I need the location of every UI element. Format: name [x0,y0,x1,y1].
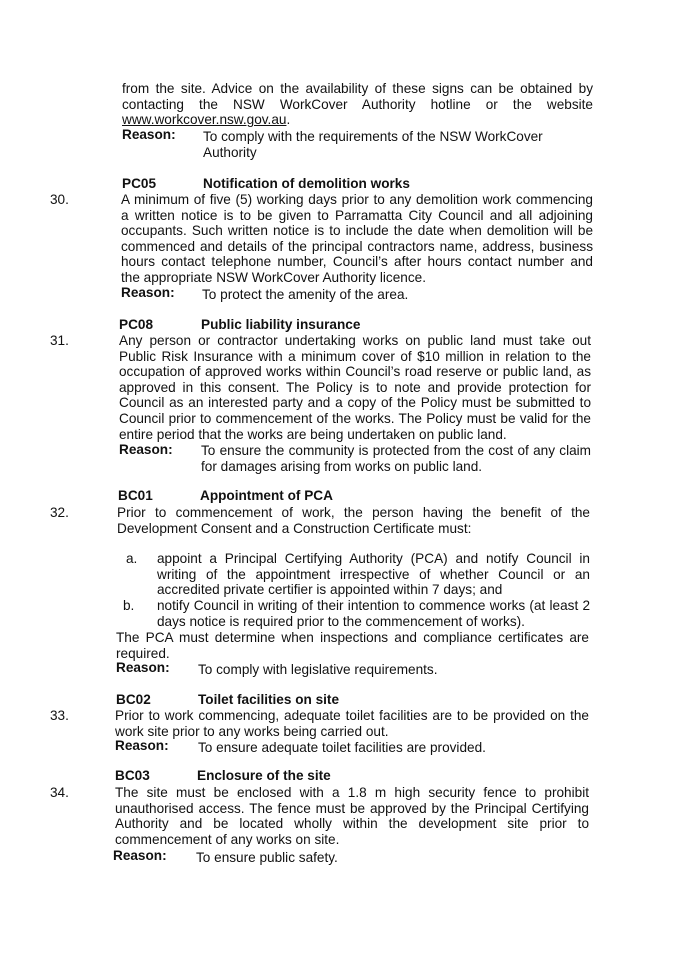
workcover-website-link[interactable]: www.workcover.nsw.gov.au [122,112,287,128]
condition-code-bc02: BC02 [116,692,151,707]
condition-reason-bc01: To comply with legislative requirements. [198,662,438,677]
condition-title-bc02: Toilet facilities on site [198,692,340,707]
condition-number-32: 32. [50,505,69,520]
condition-reason-label-bc01: Reason: [116,660,170,675]
condition-title-bc01: Appointment of PCA [200,488,333,503]
condition-number-34: 34. [50,785,69,800]
condition-body-bc02: Prior to work commencing, adequate toilet facilities are to be provided on the work site prior to any works being carried out. [115,708,589,739]
list-item-text-a: appoint a Principal Certifying Authority (PCA) and notify Council in writing of the appointment irrespective of whether Council or an accredited private certifier is appointed within 7 days; and [157,551,590,598]
intro-paragraph [122,81,593,128]
intro-reason-label: Reason: [122,127,176,142]
condition-title-pc08: Public liability insurance [201,317,361,332]
intro-text: from the site. Advice on the availability of these signs can be obtained by contacting the NSW WorkCover Authority hotline or the website [122,81,593,112]
condition-after-text-bc01: The PCA must determine when inspections and compliance certificates are required. [116,630,589,661]
condition-code-bc03: BC03 [115,768,150,783]
condition-reason-pc05: To protect the amenity of the area. [202,287,409,302]
condition-reason-pc08: To ensure the community is protected from the cost of any claim for damages arising from works on public land. [201,443,591,474]
condition-body-bc01: Prior to commencement of work, the person having the benefit of the Development Consent and a Construction Certificate must: [117,505,590,536]
condition-number-30: 30. [50,192,69,207]
condition-title-pc05: Notification of demolition works [203,176,410,191]
list-item-text-b: notify Council in writing of their intention to commence works (at least 2 days notice is required prior to the commencement of works). [157,598,590,629]
intro-link-suffix: . [286,112,291,128]
condition-code-bc01: BC01 [118,488,153,503]
condition-code-pc08: PC08 [119,317,154,332]
list-item-marker-b: b. [123,598,135,613]
condition-reason-bc03: To ensure public safety. [196,850,338,865]
condition-reason-label-pc05: Reason: [121,285,175,300]
condition-number-31: 31. [50,333,69,348]
list-item-marker-a: a. [126,551,138,566]
condition-number-33: 33. [50,708,69,723]
condition-reason-bc02: To ensure adequate toilet facilities are provided. [198,740,486,755]
condition-body-pc08: Any person or contractor undertaking works on public land must take out Public Risk Insurance with a minimum cover of $10 million in relation to the occupation of approved works within Council’s road reserve or public land, as approved in this consent. The Policy is to note and provide protection for Council as an interested party and a copy of the Policy must be submitted to Council prior to commencement of the works. The Policy must be valid for the entire period that the works are being undertaken on public land. [119,333,591,442]
condition-reason-label-pc08: Reason: [119,442,173,457]
condition-title-bc03: Enclosure of the site [197,768,331,783]
condition-reason-label-bc03: Reason: [113,848,167,863]
condition-body-pc05: A minimum of five (5) working days prior to any demolition work commencing a written notice is to be given to Parramatta City Council and all adjoining occupants. Such written notice is to include the date when demolition will be commenced and details of the principal contractors name, address, business hours contact telephone number, Council’s after hours contact number and the appropriate NSW WorkCover Authority licence. [121,192,593,285]
intro-reason-text: To comply with the requirements of the NSW WorkCover Authority [203,129,543,160]
condition-reason-label-bc02: Reason: [115,738,169,753]
condition-code-pc05: PC05 [122,176,157,191]
condition-body-bc03: The site must be enclosed with a 1.8 m high security fence to prohibit unauthorised access. The fence must be approved by the Principal Certifying Authority and be located wholly within the development site prior to commencement of any works on site. [115,785,589,847]
